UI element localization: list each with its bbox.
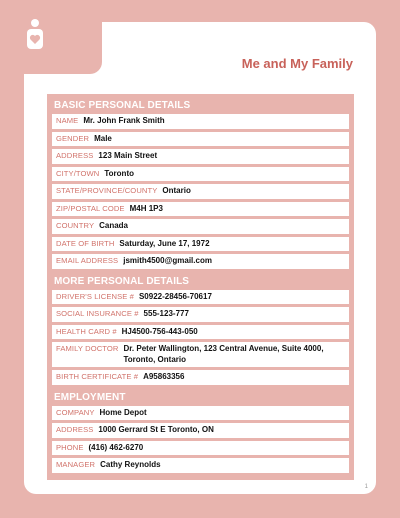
field-value: Dr. Peter Wallington, 123 Central Avenue, Suite 4000, Toronto, Ontario — [123, 344, 324, 364]
field-label: COUNTRY — [56, 221, 95, 230]
field-label: EMAIL ADDRESS — [56, 256, 119, 265]
field-value: 1000 Gerrard St E Toronto, ON — [98, 425, 214, 434]
field-value: 555-123-777 — [143, 309, 189, 318]
field-row-manager — [52, 458, 349, 473]
field-row-family-doctor — [52, 342, 349, 367]
field-label: CITY/TOWN — [56, 168, 100, 178]
field-label: DRIVER'S LICENSE # — [56, 291, 134, 301]
field-value: Male — [94, 133, 112, 143]
field-row-gender — [52, 132, 349, 147]
field-row-birth-certificate — [52, 370, 349, 385]
field-label: COMPANY — [56, 407, 95, 417]
field-row-drivers-license — [52, 290, 349, 305]
section-title: EMPLOYMENT — [54, 391, 126, 403]
field-label: ADDRESS — [56, 425, 94, 434]
field-label: STATE/PROVINCE/COUNTY — [56, 186, 158, 195]
field-label: HEALTH CARD # — [56, 326, 117, 336]
field-value: Cathy Reynolds — [100, 460, 161, 469]
field-label: ADDRESS — [56, 151, 94, 160]
field-label: BIRTH CERTIFICATE # — [56, 372, 139, 381]
field-row-name — [52, 114, 349, 129]
field-row-phone — [52, 441, 349, 456]
field-row-health-card — [52, 325, 349, 340]
section-title: BASIC PERSONAL DETAILS — [54, 100, 191, 111]
section-title: MORE PERSONAL DETAILS — [54, 275, 190, 287]
field-value: 123 Main Street — [98, 151, 158, 160]
field-label: DATE OF BIRTH — [56, 238, 115, 248]
details-form — [47, 94, 354, 480]
field-label: GENDER — [56, 133, 90, 143]
field-label: MANAGER — [56, 460, 96, 469]
section-basic-personal-details — [52, 96, 349, 269]
family-heart-icon — [25, 18, 45, 54]
field-value: Canada — [99, 221, 129, 230]
field-row-country — [52, 219, 349, 234]
field-label: FAMILY DOCTOR — [56, 344, 119, 353]
field-value: Mr. John Frank Smith — [83, 116, 165, 125]
field-row-social-insurance — [52, 307, 349, 322]
field-value: S0922-28456-70617 — [138, 291, 212, 301]
field-value: Saturday, June 17, 1972 — [119, 238, 210, 248]
field-label: SOCIAL INSURANCE # — [56, 309, 139, 318]
field-row-company — [52, 406, 349, 421]
page-number: 1 — [364, 484, 368, 490]
section-employment — [52, 388, 349, 473]
page-title: Me and My Family — [241, 56, 353, 71]
field-row-postal-code — [52, 202, 349, 217]
field-label: PHONE — [56, 442, 84, 452]
field-row-employer-address — [52, 423, 349, 438]
field-row-address — [52, 149, 349, 164]
field-label: NAME — [56, 116, 79, 125]
field-value: M4H 1P3 — [129, 203, 163, 213]
field-row-state — [52, 184, 349, 199]
section-more-personal-details — [52, 272, 349, 385]
field-value: A95863356 — [143, 372, 185, 381]
field-value: Home Depot — [99, 407, 147, 417]
document-page — [24, 22, 376, 494]
field-row-city — [52, 167, 349, 182]
field-value: HJ4500-756-443-050 — [121, 326, 198, 336]
field-value: Ontario — [162, 186, 191, 195]
field-value: jsmith4500@gmail.com — [123, 256, 212, 265]
field-row-date-of-birth — [52, 237, 349, 252]
field-label: ZIP/POSTAL CODE — [56, 203, 125, 213]
field-row-email — [52, 254, 349, 269]
field-value: (416) 462-6270 — [88, 442, 144, 452]
field-value: Toronto — [104, 168, 134, 178]
